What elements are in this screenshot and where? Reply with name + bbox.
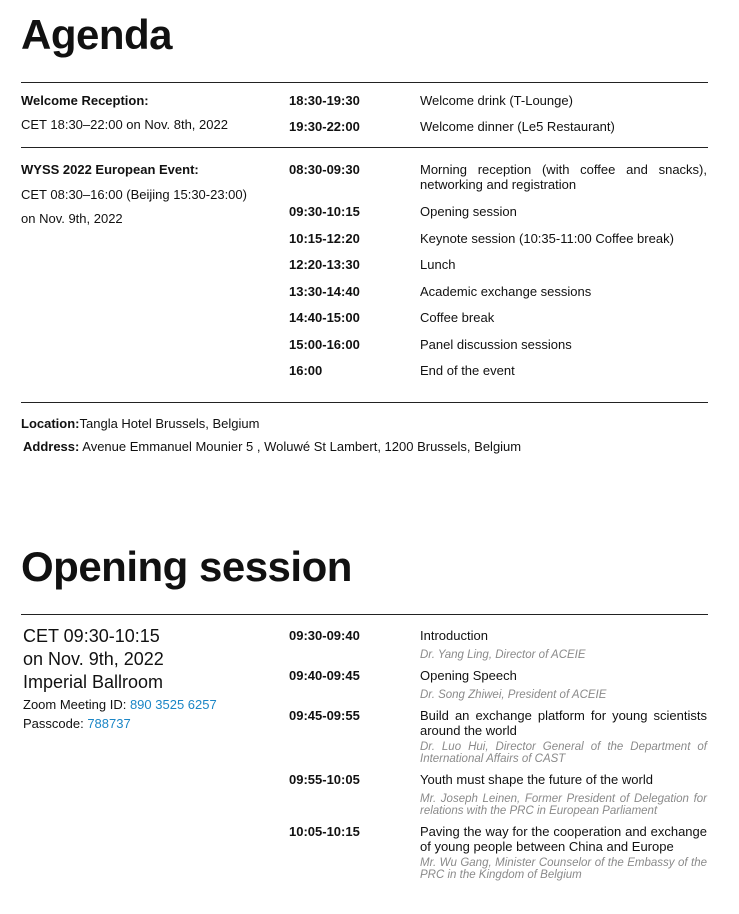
session-title: Opening Speech xyxy=(420,668,517,683)
opening-room: Imperial Ballroom xyxy=(23,672,164,692)
schedule-activity: Morning reception (with coffee and snacks), networking and registration xyxy=(420,162,707,192)
location-line xyxy=(21,416,259,431)
divider xyxy=(21,147,708,148)
session-speaker: Mr. Wu Gang, Minister Counselor of the Embassy of the PRC in the Kingdom of Belgium xyxy=(420,857,707,881)
session-speaker: Dr. Yang Ling, Director of ACEIE xyxy=(420,649,586,661)
schedule-time: 12:20-13:30 xyxy=(289,257,360,272)
passcode-line xyxy=(23,716,131,731)
address-value: Avenue Emmanuel Mounier 5 , Woluwé St Lambert, 1200 Brussels, Belgium xyxy=(82,439,522,454)
schedule-activity: Academic exchange sessions xyxy=(420,284,592,299)
event-label: WYSS 2022 European Event: xyxy=(21,162,199,177)
session-title: Build an exchange platform for young scientists around the world xyxy=(420,708,707,738)
session-speaker: Mr. Joseph Leinen, Former President of Delegation for relations with the PRC in European Parliament xyxy=(420,793,707,817)
schedule-activity: Coffee break xyxy=(420,310,495,325)
session-title: Youth must shape the future of the world xyxy=(420,772,653,787)
schedule-activity: Opening session xyxy=(420,204,517,219)
session-title: Paving the way for the cooperation and exchange of young people between China and Europe xyxy=(420,824,707,854)
address-line xyxy=(23,439,521,454)
schedule-activity: End of the event xyxy=(420,363,515,378)
passcode-link[interactable]: 788737 xyxy=(87,716,131,731)
schedule-activity: Panel discussion sessions xyxy=(420,337,572,352)
schedule-activity: Welcome dinner (Le5 Restaurant) xyxy=(420,119,615,134)
schedule-activity: Keynote session (10:35-11:00 Coffee break) xyxy=(420,231,674,246)
zoom-label: Zoom Meeting ID: xyxy=(23,697,127,712)
schedule-time: 15:00-16:00 xyxy=(289,337,360,352)
schedule-time: 09:30-10:15 xyxy=(289,204,360,219)
session-time: 09:30-09:40 xyxy=(289,628,360,643)
schedule-time: 18:30-19:30 xyxy=(289,93,360,108)
zoom-line xyxy=(23,697,217,712)
schedule-time: 08:30-09:30 xyxy=(289,162,360,177)
welcome-detail: CET 18:30–22:00 on Nov. 8th, 2022 xyxy=(21,117,228,132)
session-time: 09:55-10:05 xyxy=(289,772,360,787)
divider xyxy=(21,402,708,403)
opening-title: Opening session xyxy=(21,543,352,590)
location-value: Tangla Hotel Brussels, Belgium xyxy=(79,416,260,431)
session-title: Introduction xyxy=(420,628,488,643)
session-time: 10:05-10:15 xyxy=(289,824,360,839)
schedule-time: 10:15-12:20 xyxy=(289,231,360,246)
schedule-time: 13:30-14:40 xyxy=(289,284,360,299)
opening-date: on Nov. 9th, 2022 xyxy=(23,649,164,669)
opening-time: CET 09:30-10:15 xyxy=(23,626,160,646)
event-detail: CET 08:30–16:00 (Beijing 15:30-23:00) xyxy=(21,187,247,202)
location-label: Location: xyxy=(21,416,80,431)
divider xyxy=(21,82,708,83)
address-label: Address: xyxy=(23,439,80,454)
session-time: 09:45-09:55 xyxy=(289,708,360,723)
agenda-title: Agenda xyxy=(21,11,173,58)
schedule-time: 16:00 xyxy=(289,363,323,378)
session-time: 09:40-09:45 xyxy=(289,668,360,683)
schedule-activity: Lunch xyxy=(420,257,456,272)
schedule-time: 19:30-22:00 xyxy=(289,119,360,134)
session-speaker: Dr. Luo Hui, Director General of the Department of International Affairs of CAST xyxy=(420,741,707,765)
session-speaker: Dr. Song Zhiwei, President of ACEIE xyxy=(420,689,607,701)
passcode-label: Passcode: xyxy=(23,716,84,731)
divider xyxy=(21,614,708,615)
zoom-meeting-id-link[interactable]: 890 3525 6257 xyxy=(129,697,217,712)
schedule-time: 14:40-15:00 xyxy=(289,310,360,325)
event-date: on Nov. 9th, 2022 xyxy=(21,211,123,226)
schedule-activity: Welcome drink (T-Lounge) xyxy=(420,93,573,108)
welcome-label: Welcome Reception: xyxy=(21,93,149,108)
